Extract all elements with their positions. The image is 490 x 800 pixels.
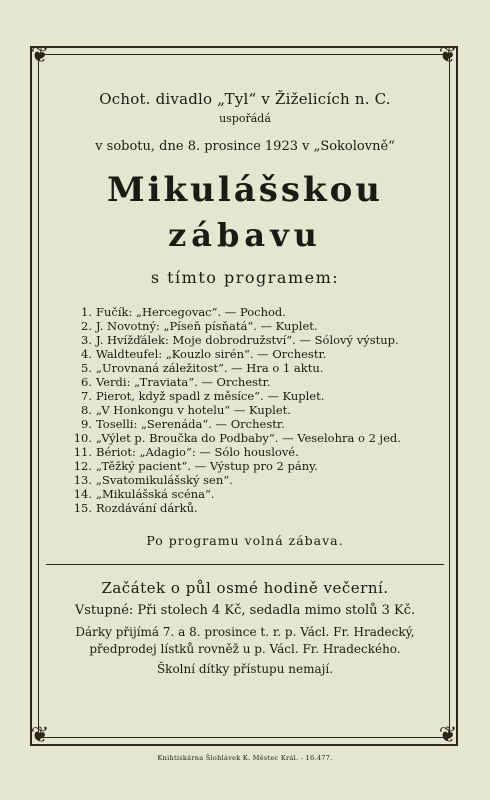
program-item: 6. Verdi: „Traviata“. — Orchestr. <box>81 375 271 389</box>
program-item: 1. Fučík: „Hercegovac“. — Pochod. <box>81 305 286 319</box>
program-item: 5. „Urovnaná záležitost“. — Hra o 1 aktu. <box>81 361 324 375</box>
program-item: 12. „Těžký pacient“. — Výstup pro 2 pány. <box>73 459 318 473</box>
date-line: v sobotu, dne 8. prosince 1923 v „Sokolovně“ <box>95 139 395 154</box>
corner-ornament-icon: ❦ <box>30 723 50 748</box>
title-line-2: zábavu <box>168 216 322 254</box>
program-item: 13. „Svatomikulášský sen“. <box>73 473 233 487</box>
program-item: 4. Waldteufel: „Kouzlo sirén“. — Orchestr. <box>81 347 327 361</box>
program-item: 15. Rozdávání dárků. <box>73 501 198 515</box>
program-intro: s tímto programem: <box>150 268 340 287</box>
program-item: 10. „Výlet p. Broučka do Podbaby“. — Veselohra o 2 jed. <box>73 431 401 445</box>
printer-imprint: Knihtiskárna Šlohlávek K. Městec Král. - 16.477. <box>157 754 333 762</box>
section-divider <box>46 564 444 565</box>
poster-content <box>46 62 444 676</box>
program-item: 7. Pierot, když spadl z měsíce“. — Kuplet. <box>81 389 325 403</box>
program-item: 2. J. Novotný: „Píseň písňatá“. — Kuplet. <box>81 319 318 333</box>
program-item: 8. „V Honkongu v hotelu“ — Kuplet. <box>81 403 291 417</box>
gifts-info <box>46 624 444 658</box>
title-line-1: Mikulášskou <box>106 170 383 210</box>
corner-ornament-icon: ❦ <box>438 723 458 748</box>
corner-ornament-icon: ❦ <box>438 43 458 68</box>
program-item: 3. J. Hvížďálek: Moje dobrodružství“. — Sólový výstup. <box>81 333 399 347</box>
corner-ornament-icon: ❦ <box>30 43 50 68</box>
program-item: 14. „Mikulášská scéna“. <box>73 487 215 501</box>
entry-fee: Vstupné: Při stolech 4 Kč, sedadla mimo stolů 3 Kč. <box>74 603 416 618</box>
organizer-line: Ochot. divadlo „Tyl“ v Žiželicích n. C. <box>99 90 391 108</box>
gifts-line-2: předprodej lístků rovněž u p. Václ. Fr. Hradeckého. <box>89 642 401 656</box>
after-program-note: Po programu volná zábava. <box>146 533 344 548</box>
gifts-line-1: Dárky přijímá 7. a 8. prosince t. r. p. Václ. Fr. Hradecký, <box>75 625 415 639</box>
program-item: 11. Bériot: „Adagio“: — Sólo houslové. <box>73 445 299 459</box>
program-item: 9. Toselli: „Serenáda“. — Orchestr. <box>81 417 285 431</box>
start-time: Začátek o půl osmé hodině večerní. <box>101 579 389 597</box>
arranges-line: uspořádá <box>219 112 271 125</box>
program-list <box>72 305 444 515</box>
children-note: Školní dítky přístupu nemají. <box>156 662 334 676</box>
